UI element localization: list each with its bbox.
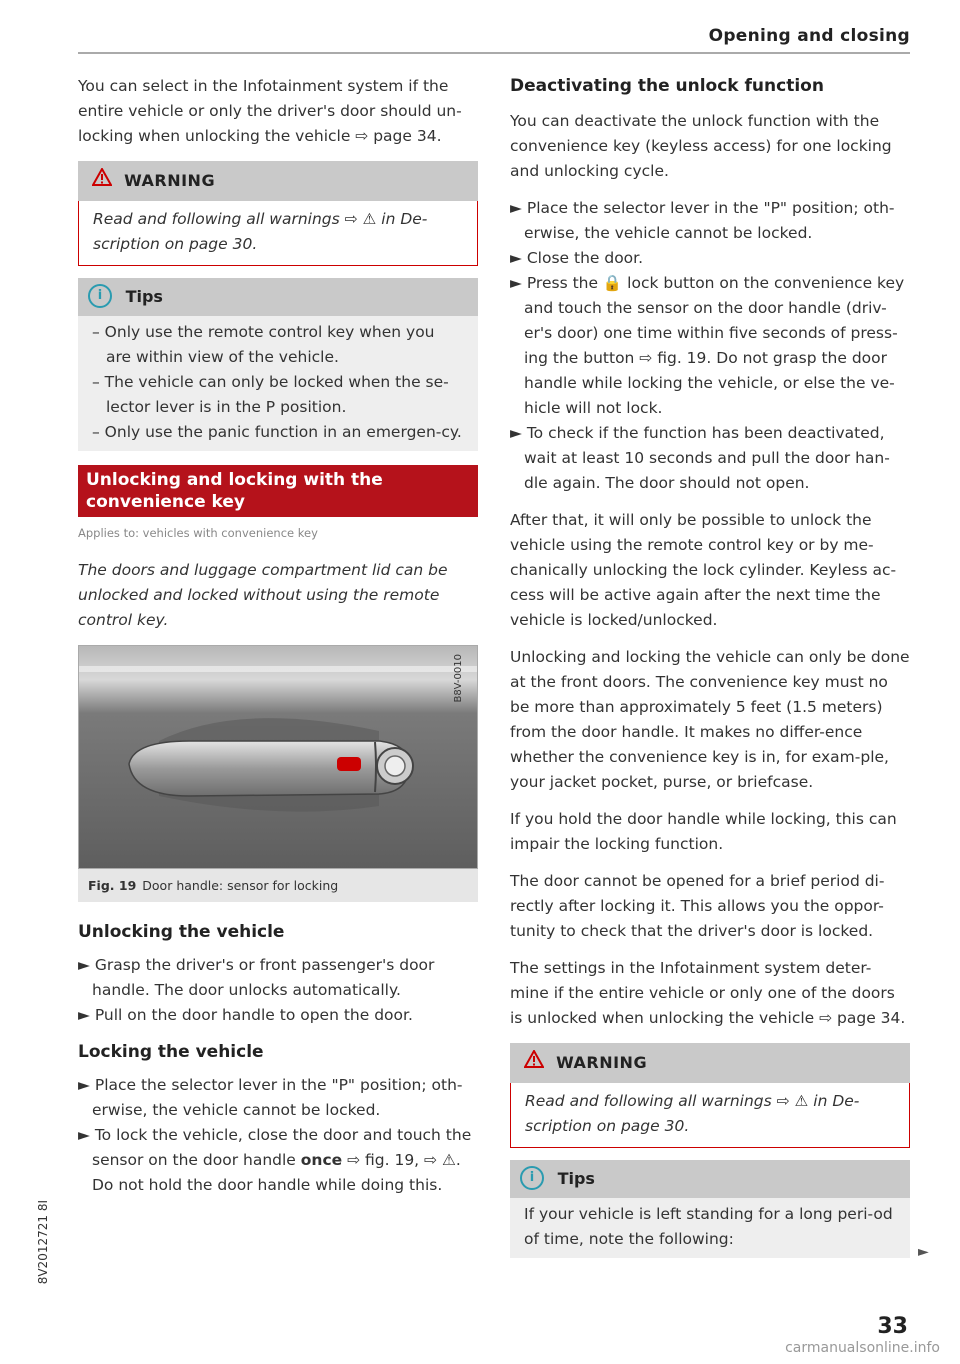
figure-caption-text: Door handle: sensor for locking	[142, 878, 339, 893]
figure-code: B8V-0010	[453, 654, 464, 703]
unlocking-steps	[78, 953, 478, 1028]
tips-title: Tips	[557, 1169, 595, 1188]
body-paragraph: If you hold the door handle while locking, this can impair the locking function.	[510, 810, 897, 853]
tips-body: If your vehicle is left standing for a long peri-od of time, note the following:	[510, 1198, 910, 1258]
deactivating-intro: You can deactivate the unlock function with the convenience key (keyless access) for one locking and unlocking cycle.	[510, 112, 892, 180]
tips-box	[78, 278, 478, 451]
warning-triangle-icon	[92, 161, 112, 201]
info-icon: i	[520, 1166, 544, 1190]
section-heading-bar: Unlocking and locking with the convenience key	[78, 465, 478, 517]
step-item: ► Close the door.	[510, 249, 644, 267]
lead-paragraph: The doors and luggage compartment lid can be unlocked and locked without using the remote control key.	[78, 561, 448, 629]
step-text: ⇨ fig. 19, ⇨ ⚠. Do not hold the door handle while doing this.	[92, 1151, 461, 1194]
body-paragraph: The door cannot be opened for a brief period di-rectly after locking it. This allows you the oppor-tunity to check that the driver's door is locked.	[510, 872, 885, 940]
step-item: ► Press the 🔒 lock button on the convenience key and touch the sensor on the door handle (driv-er's door) one time within five seconds of press-ing the button ⇨ fig. 19. Do not grasp the door handle while locking the vehicle, or else the ve-hicle will not lock.	[510, 274, 905, 417]
deactivating-heading: Deactivating the unlock function	[510, 76, 824, 96]
locking-sensor	[337, 757, 361, 771]
warning-header	[78, 161, 478, 201]
tips-item: – Only use the remote control key when you are within view of the vehicle.	[92, 323, 435, 366]
page-number: 33	[877, 1314, 908, 1339]
tips-item: – Only use the panic function in an emergen-cy.	[92, 423, 462, 441]
locking-steps	[78, 1073, 478, 1198]
tips-item: – The vehicle can only be locked when the se-lector lever is in the P position.	[92, 373, 449, 416]
warning-title: WARNING	[124, 171, 216, 190]
header-rule	[78, 52, 910, 54]
step-item: ► Grasp the driver's or front passenger's door handle. The door unlocks automatically.	[78, 956, 435, 999]
document-code: 8V2012721 8I	[36, 1200, 50, 1285]
watermark: carmanualsonline.info	[785, 1340, 940, 1356]
tips-title: Tips	[125, 287, 163, 306]
warning-box	[78, 161, 478, 266]
warning-triangle-icon	[524, 1043, 544, 1083]
warning-body: Read and following all warnings ⇨ ⚠ in De-scription on page 30.	[510, 1083, 910, 1148]
info-icon: i	[88, 284, 112, 308]
step-text: ► To lock the vehicle, close the door and touch the sensor on the door handle	[78, 1126, 472, 1169]
warning-box	[510, 1043, 910, 1148]
left-column	[78, 74, 478, 1210]
section-title: Opening and closing	[708, 26, 910, 46]
warning-body: Read and following all warnings ⇨ ⚠ in De-scription on page 30.	[78, 201, 478, 266]
door-handle-illustration	[79, 646, 478, 869]
figure-caption	[78, 869, 478, 902]
warning-header	[510, 1043, 910, 1083]
applies-to-note: Applies to: vehicles with convenience key	[78, 526, 318, 540]
step-bold: once	[300, 1151, 343, 1169]
warning-title: WARNING	[556, 1053, 648, 1072]
step-item: ► To check if the function has been deactivated, wait at least 10 seconds and pull the door han-dle again. The door should not open.	[510, 424, 890, 492]
door-handle-figure	[78, 645, 478, 869]
step-item: ► Pull on the door handle to open the door.	[78, 1006, 413, 1024]
deactivating-steps	[510, 196, 910, 496]
intro-paragraph: You can select in the Infotainment system if the entire vehicle or only the driver's door should un-locking when unlocking the vehicle ⇨ page 34.	[78, 77, 462, 145]
tips-box	[510, 1160, 910, 1258]
tips-header	[78, 278, 478, 316]
continue-arrow-icon: ►	[918, 1244, 929, 1260]
figure-label: Fig. 19	[88, 878, 137, 893]
body-paragraph: Unlocking and locking the vehicle can only be done at the front doors. The convenience key must no be more than approximately 5 feet (1.5 meters) from the door handle. It makes no differ-ence whether the convenience key is in, for exam-ple, your jacket pocket, purse, or briefcase.	[510, 648, 910, 791]
step-item: ► Place the selector lever in the "P" position; oth-erwise, the vehicle cannot be locked.	[510, 199, 895, 242]
step-item: ► Place the selector lever in the "P" position; oth-erwise, the vehicle cannot be locked.	[78, 1076, 463, 1119]
step-item	[78, 1123, 478, 1198]
right-column	[510, 74, 910, 1270]
tips-header	[510, 1160, 910, 1198]
body-paragraph: After that, it will only be possible to unlock the vehicle using the remote control key or by me-chanically unlocking the lock cylinder. Keyless ac-cess will be active again after the next time the vehicle is locked/unlocked.	[510, 511, 897, 629]
tips-body	[78, 316, 478, 451]
body-paragraph: The settings in the Infotainment system deter-mine if the entire vehicle or only one of the doors is unlocked when unlocking the vehicle ⇨ page 34.	[510, 959, 906, 1027]
locking-heading: Locking the vehicle	[78, 1042, 264, 1062]
unlocking-heading: Unlocking the vehicle	[78, 922, 285, 942]
